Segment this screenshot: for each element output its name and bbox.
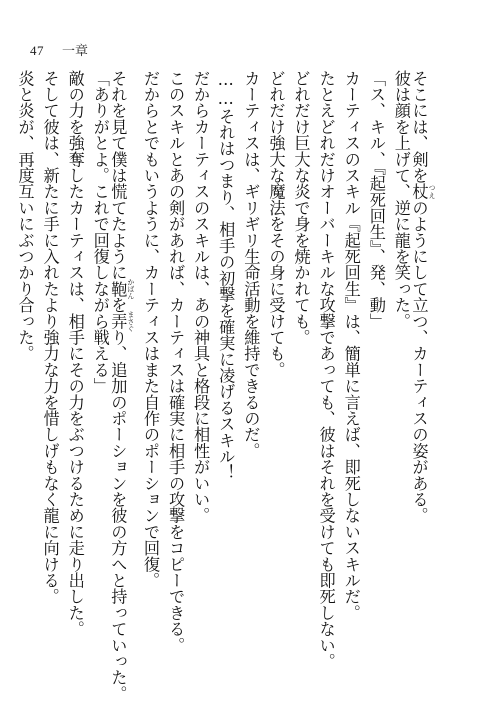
ruby-tsue: つえ [428,183,436,200]
text-line-2: 彼は顔を上げて、逆に龍を笑った。 [391,70,411,330]
text-line-10: だからカーティスのスキルは、あの神具と格段に相性がいい。 [191,70,211,524]
text-line-6: どれだけ巨大な炎で身を焼かれても。 [291,70,311,346]
text-line-5: たとえどれだけオーバーキルな攻撃であっても、彼はそれを受けても即死しない。 [316,70,336,670]
text-line-1: そこには、剣を杖 つえのようにして立つ、カーティスの姿がある。 [409,70,436,524]
text-line-16: そして彼は、新たに手に入れたより強力な力を惜しげもなく龍に向ける。 [40,70,60,605]
page-number: 47 [30,43,44,58]
text-line-4: カーティスのスキル『起死回生』は、簡単に言えば、即死しないスキルだ。 [341,70,361,621]
text-line-9: ……それはつまり、相手の初撃を確実に凌げるスキル！ [216,70,236,481]
text-line-17: 炎と炎が、再度互いにぶつかり合った。 [15,70,35,362]
text-line-12: だからとでもいうように、カーティスはまた自作のポーションで回復。 [140,70,160,589]
text-line-7: どれだけ強大な魔法をその身に受けても。 [266,70,286,378]
chapter-title: 一章 [62,44,89,59]
text-line-14: 「ありがとよ。これで回復しながら戦える」 [90,70,110,394]
text-line-8: カーティスは、ギリギリ生命活動を維持できるのだ。 [241,70,261,459]
text-line-13: それを見て僕は慌てたように鞄 かばんを弄 まさぐり、追加のポーションを彼の方へと持っていった。 [108,70,135,702]
text-line-11: このスキルとあの剣があれば、カーティスは確実に相手の攻撃をコピーできる。 [166,70,186,654]
ruby-kaban: かばん [126,278,135,300]
text-line-3: 「ス、キル、『起死回生』、発、動」 [366,70,386,330]
page-header [30,40,88,59]
body-text [0,70,500,702]
text-line-15: 敵の力を強奪したカーティスは、相手にその力をぶつけるために走り出した。 [65,70,85,637]
ruby-masagu: まさぐ [126,310,135,332]
